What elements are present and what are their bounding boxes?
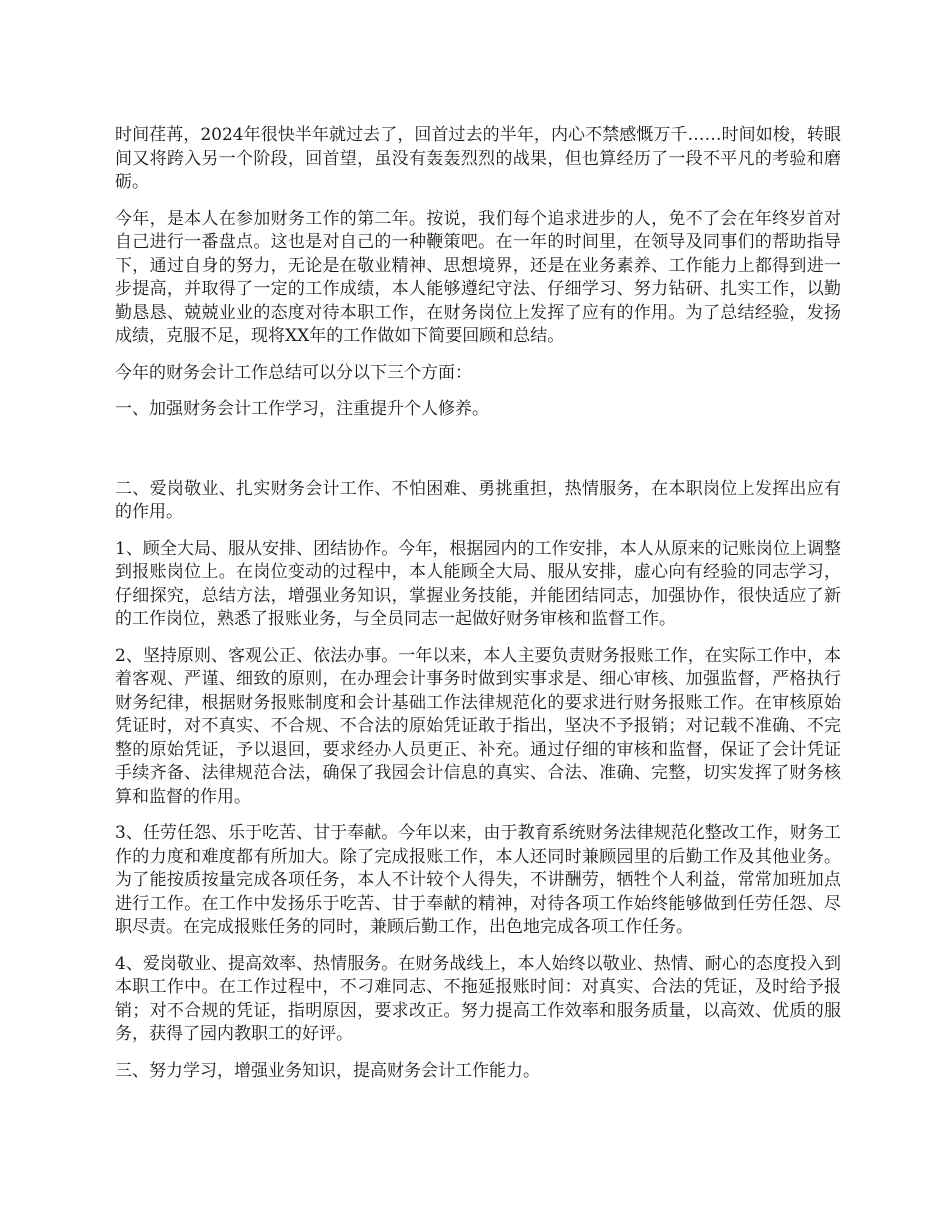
overview-paragraph: 今年的财务会计工作总结可以分以下三个方面： [115,362,472,383]
item-four-paragraph: 4、爱岗敬业、提高效率、热情服务。在财务战线上，本人始终以敬业、热情、耐心的态度投入到本职工作中。在工作过程中，不刁难同志、不拖延报账时间：对真实、合法的凭证，及时给予报销；对不合规的凭证，指明原因，要求改正。努力提高工作效率和服务质量，以高效、优质的服务，获得了园内教职工的好评。 [115,953,841,1044]
item-one-paragraph: 1、顾全大局、服从安排、团结协作。今年，根据园内的工作安排，本人从原来的记账岗位上调整到报账岗位上。在岗位变动的过程中，本人能顾全大局、服从安排，虚心向有经验的同志学习，仔细探究，总结方法，增强业务知识，掌握业务技能，并能团结同志，加强协作，很快适应了新的工作岗位，熟悉了报账业务，与全员同志一起做好财务审核和监督工作。 [115,538,841,629]
item-three-paragraph: 3、任劳任怨、乐于吃苦、甘于奉献。今年以来，由于教育系统财务法律规范化整改工作，财务工作的力度和难度都有所加大。除了完成报账工作，本人还同时兼顾园里的后勤工作及其他业务。为了能按质按量完成各项任务，本人不计较个人得失，不讲酬劳，牺牲个人利益，常常加班加点进行工作。在工作中发扬乐于吃苦、甘于奉献的精神，对待各项工作始终能够做到任劳任怨、尽职尽责。在完成报账任务的同时，兼顾后勤工作，出色地完成各项工作任务。 [115,823,841,937]
intro-paragraph: 时间荏苒，2024年很快半年就过去了，回首过去的半年，内心不禁感慨万千……时间如梭，转眼间又将跨入另一个阶段，回首望，虽没有轰轰烈烈的战果，但也算经历了一段不平凡的考验和磨砺。 [115,125,841,192]
section-two-heading: 二、爱岗敬业、扎实财务会计工作、不怕困难、勇挑重担，热情服务，在本职岗位上发挥出应有的作用。 [115,478,841,522]
section-one-heading: 一、加强财务会计工作学习，注重提升个人修养。 [115,399,489,419]
section-three-heading: 三、努力学习，增强业务知识，提高财务会计工作能力。 [115,1060,540,1081]
document-body [115,124,841,1096]
background-paragraph: 今年，是本人在参加财务工作的第二年。按说，我们每个追求进步的人，免不了会在年终岁首对自己进行一番盘点。这也是对自己的一种鞭策吧。在一年的时间里，在领导及同事们的帮助指导下，通过自身的努力，无论是在敬业精神、思想境界，还是在业务素养、工作能力上都得到进一步提高，并取得了一定的工作成绩，本人能够遵纪守法、仔细学习、努力钻研、扎实工作，以勤勤恳恳、兢兢业业的态度对待本职工作，在财务岗位上发挥了应有的作用。为了总结经验，发扬成绩，克服不足，现将XX年的工作做如下简要回顾和总结。 [115,208,841,346]
section-gap [115,435,841,478]
item-two-paragraph: 2、坚持原则、客观公正、依法办事。一年以来，本人主要负责财务报账工作，在实际工作中，本着客观、严谨、细致的原则，在办理会计事务时做到实事求是、细心审核、加强监督，严格执行财务纪律，根据财务报账制度和会计基础工作法律规范化的要求进行财务报账工作。在审核原始凭证时，对不真实、不合规、不合法的原始凭证敢于指出，坚决不予报销；对记载不准确、不完整的原始凭证，予以退回，要求经办人员更正、补充。通过仔细的审核和监督，保证了会计凭证手续齐备、法律规范合法，确保了我园会计信息的真实、合法、准确、完整，切实发挥了财务核算和监督的作用。 [115,645,841,807]
